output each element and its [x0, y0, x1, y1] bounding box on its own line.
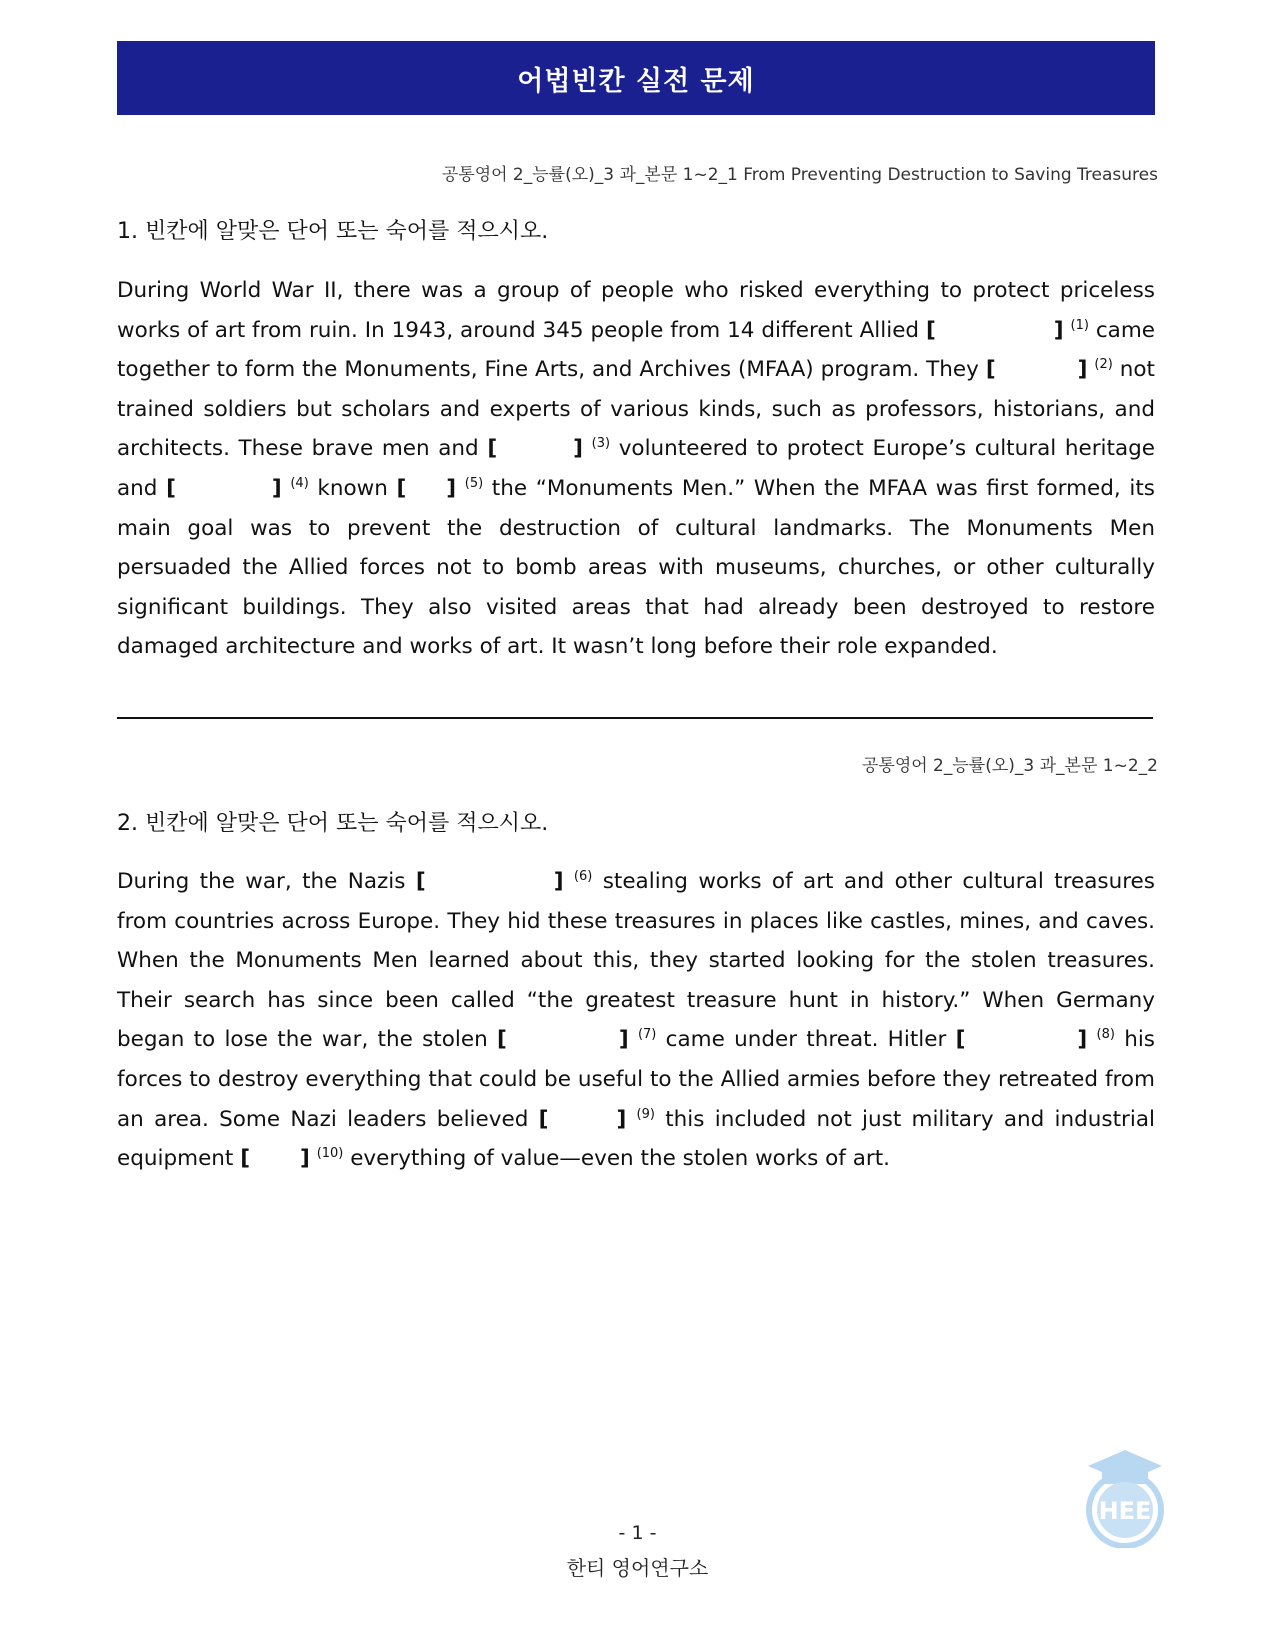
question-2-passage — [117, 862, 1155, 1179]
passage-text: the “Monuments Men.” When the MFAA was first formed, its main goal was to prevent the destruction of cultural landmarks. The Monuments Men persuaded the Allied forces not to bomb areas with museums, churches, or other culturally significant buildings. They also visited areas that had already been destroyed to restore damaged architecture and works of art. It wasn’t long before their role expanded. — [117, 475, 1155, 660]
blank-number: (8) — [1096, 1027, 1115, 1043]
passage-text: During the war, the Nazis — [117, 869, 416, 894]
question-1-passage — [117, 271, 1155, 667]
passage-text: this included not just military and industrial equipment — [117, 1106, 1155, 1172]
section-divider — [117, 717, 1153, 719]
blank-4[interactable]: [ ] — [166, 475, 282, 501]
page-title-bar — [117, 41, 1155, 115]
passage-text: his forces to destroy everything that could be useful to the Allied armies before they retreated from an area. Some Nazi leaders believed — [117, 1027, 1155, 1132]
page-number: - 1 - — [618, 1522, 657, 1544]
blank-9[interactable]: [ ] — [538, 1106, 627, 1132]
svg-text:HEE: HEE — [1098, 1497, 1152, 1525]
blank-number: (6) — [573, 868, 593, 884]
blank-number: (9) — [636, 1106, 655, 1122]
passage-text: stealing works of art and other cultural treasures from countries across Europe. They hid these treasures in places like castles, mines, and caves. When the Monuments Men learned about this, they started looking for the stolen treasures. Their search has since been called “the greatest treasure hunt in history.” When Germany began to lose the war, the stolen — [117, 869, 1155, 1053]
blank-number: (7) — [637, 1027, 657, 1043]
blank-10[interactable]: [ ] — [240, 1146, 310, 1172]
blank-7[interactable]: [ ] — [497, 1027, 629, 1053]
question-1-source: 공통영어 2_능률(오)_3 과_본문 1~2_1 From Preventing Destruction to Saving Treasures — [441, 165, 1158, 185]
question-2-source: 공통영어 2_능률(오)_3 과_본문 1~2_2 — [861, 756, 1158, 776]
passage-text: not trained soldiers but scholars and experts of various kinds, such as professors, historians, and architects. These brave men and — [117, 357, 1155, 462]
page-title: 어법빈칸 실전 문제 — [517, 65, 755, 97]
question-1-instruction: 1. 빈칸에 알맞은 단어 또는 숙어를 적으시오. — [117, 219, 549, 244]
blank-number: (10) — [316, 1146, 344, 1161]
question-2-instruction: 2. 빈칸에 알맞은 단어 또는 숙어를 적으시오. — [117, 811, 549, 836]
blank-3[interactable]: [ ] — [487, 436, 583, 462]
blank-2[interactable]: [ ] — [985, 357, 1088, 383]
blank-number: (1) — [1070, 317, 1089, 333]
passage-text: came under threat. Hitler — [656, 1027, 956, 1053]
passage-text: known — [308, 475, 397, 501]
blank-1[interactable]: [ ] — [925, 317, 1064, 343]
passage-text: came together to form the Monuments, Fine Arts, and Archives (MFAA) program. They — [117, 317, 1155, 383]
blank-8[interactable]: [ ] — [955, 1027, 1088, 1053]
blank-number: (2) — [1094, 357, 1113, 373]
passage-text: volunteered to protect Europe’s cultural heritage and — [117, 436, 1155, 501]
passage-text: During World War II, there was a group of people who risked everything to protect priceless works of art from ruin. In 1943, around 345 people from 14 different Allied — [117, 278, 1155, 343]
blank-number: (4) — [290, 475, 309, 491]
blank-5[interactable]: [ ] — [396, 475, 457, 501]
blank-6[interactable]: [ ] — [415, 869, 564, 894]
passage-text: everything of value—even the stolen works of art. — [343, 1146, 890, 1172]
publisher-footer: 한티 영어연구소 — [566, 1556, 709, 1580]
blank-number: (3) — [591, 436, 611, 452]
blank-number: (5) — [464, 475, 484, 491]
